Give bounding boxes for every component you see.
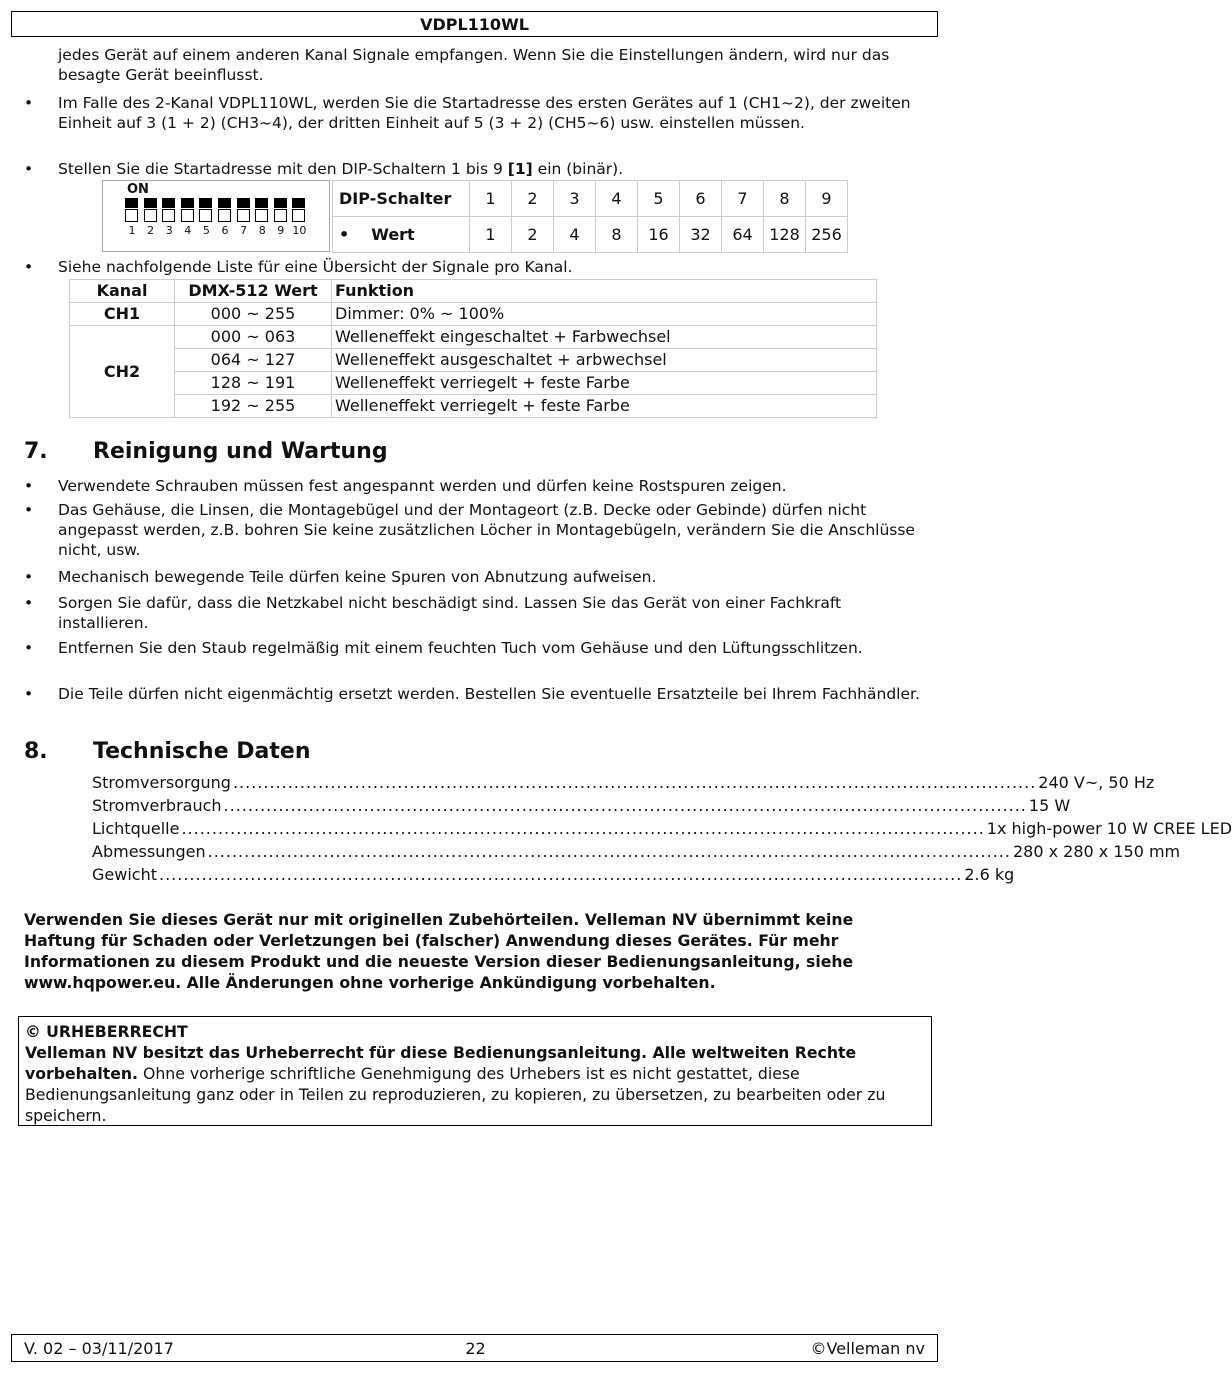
table-cell: 3	[554, 181, 596, 217]
spec-row	[92, 840, 1181, 862]
list-item-text: Das Gehäuse, die Linsen, die Montagebügel und der Montageort (z.B. Decke oder Gebinde) dürfen nicht angepasst werden, z.B. bohren Sie keine zusätzlichen Löcher in Montagebügeln, verändern Sie die Anschlüsse nicht, usw.	[58, 501, 915, 559]
copyright-box	[18, 1016, 932, 1126]
dip-switch-number: 4	[184, 224, 192, 237]
table-cell: 256	[806, 217, 848, 253]
header-title: VDPL110WL	[420, 15, 529, 34]
page-footer	[11, 1334, 938, 1362]
dip-switch	[255, 198, 268, 222]
table-cell: Welleneffekt eingeschaltet + Farbwechsel	[332, 326, 877, 349]
dip-switch-number: 2	[147, 224, 155, 237]
channel-table	[69, 279, 877, 418]
table-cell: CH2	[70, 326, 175, 418]
list-item-text: Verwendete Schrauben müssen fest angespannt werden und dürfen keine Rostspuren zeigen.	[58, 477, 787, 495]
spec-value: 240 V~, 50 Hz	[1038, 773, 1155, 792]
table-cell: 1	[470, 181, 512, 217]
table-row	[70, 372, 877, 395]
bullet-icon: •	[24, 94, 34, 112]
table-cell: 4	[596, 181, 638, 217]
dip-switch	[199, 198, 212, 222]
spec-label: Stromverbrauch	[92, 796, 222, 815]
table-cell: 2	[512, 181, 554, 217]
footer-brand: ©Velleman nv	[810, 1339, 925, 1358]
spec-label: Stromversorgung	[92, 773, 231, 792]
dot-leader: ....................................................................................................................................	[158, 865, 963, 884]
table-cell: CH1	[70, 303, 175, 326]
table-row	[70, 395, 877, 418]
table-cell: 6	[680, 181, 722, 217]
spec-row	[92, 817, 1232, 839]
table-cell: 128	[764, 217, 806, 253]
spec-label: Lichtquelle	[92, 819, 180, 838]
list-item-text: Entfernen Sie den Staub regelmäßig mit einem feuchten Tuch vom Gehäuse und den Lüftungsschlitzen.	[58, 639, 863, 657]
dip-switch	[218, 198, 231, 222]
section-title: Technische Daten	[93, 739, 311, 764]
dip-switch-number: 9	[277, 224, 285, 237]
copyright-bold-text: Velleman NV besitzt das Urheberrecht für diese Bedienungsanleitung. Alle weltweiten Rechte vorbehalten.	[25, 1043, 857, 1083]
figure-ref: [1]	[507, 160, 533, 178]
table-row	[70, 349, 877, 372]
table-cell: 1	[470, 217, 512, 253]
list-item-text: Die Teile dürfen nicht eigenmächtig ersetzt werden. Bestellen Sie eventuelle Ersatzteile bei Ihrem Fachhändler.	[58, 685, 920, 703]
table-cell: 064 ~ 127	[175, 349, 332, 372]
table-cell: Welleneffekt verriegelt + feste Farbe	[332, 372, 877, 395]
column-header: DMX-512 Wert	[175, 280, 332, 303]
bullet-icon: •	[24, 501, 34, 519]
column-header: Kanal	[70, 280, 175, 303]
dot-leader: ....................................................................................................................................	[181, 819, 985, 838]
table-cell: 000 ~ 063	[175, 326, 332, 349]
copyright-body	[25, 1042, 925, 1126]
column-header: Funktion	[332, 280, 877, 303]
table-cell: 4	[554, 217, 596, 253]
dip-on-label: ON	[127, 182, 149, 197]
dip-switch-number: 8	[258, 224, 266, 237]
dip-switch	[237, 198, 250, 222]
table-header-row	[70, 280, 877, 303]
dip-switch	[292, 198, 305, 222]
bullet-icon: •	[24, 594, 34, 612]
dot-leader: ....................................................................................................................................	[207, 842, 1011, 861]
list-item-text: Im Falle des 2-Kanal VDPL110WL, werden Sie die Startadresse des ersten Gerätes auf 1 (CH1~2), der zweiten Einheit auf 3 (1 + 2) (CH3~4), der dritten Einheit auf 5 (3 + 2) (CH5~6) usw. einstellen müssen.	[58, 94, 911, 132]
dip-switch	[125, 198, 138, 222]
spec-row	[92, 794, 1071, 816]
list-item-text: Mechanisch bewegende Teile dürfen keine Spuren von Abnutzung aufweisen.	[58, 568, 657, 586]
table-row	[333, 181, 848, 217]
list-item-text: Siehe nachfolgende Liste für eine Übersicht der Signale pro Kanal.	[58, 258, 573, 276]
copyright-text: Ohne vorherige schriftliche Genehmigung des Urhebers ist es nicht gestattet, diese Bedienungsanleitung ganz oder in Teilen zu reproduzieren, zu kopieren, zu übersetzen, zu bearbeiten oder zu speichern.	[25, 1064, 886, 1125]
spec-row	[92, 863, 1015, 885]
section-number: 7.	[24, 439, 48, 464]
intro-continuation: jedes Gerät auf einem anderen Kanal Signale empfangen. Wenn Sie die Einstellungen ändern, wird nur das besagte Gerät beeinflusst.	[58, 46, 890, 84]
table-cell: Dimmer: 0% ~ 100%	[332, 303, 877, 326]
table-cell: Welleneffekt ausgeschaltet + arbwechsel	[332, 349, 877, 372]
spec-value: 15 W	[1028, 796, 1071, 815]
dip-switch	[181, 198, 194, 222]
dot-leader: ....................................................................................................................................	[223, 796, 1027, 815]
bullet-icon: •	[24, 258, 34, 276]
table-cell: Welleneffekt verriegelt + feste Farbe	[332, 395, 877, 418]
bullet-icon: •	[24, 685, 34, 703]
table-cell: 9	[806, 181, 848, 217]
dip-switch-number: 10	[292, 224, 307, 237]
table-cell: 5	[638, 181, 680, 217]
dip-switch-number: 7	[240, 224, 248, 237]
spec-label: Gewicht	[92, 865, 157, 884]
dip-switch	[144, 198, 157, 222]
dip-table	[332, 180, 848, 253]
list-item-text	[58, 159, 928, 179]
table-cell: 000 ~ 255	[175, 303, 332, 326]
dip-switch-number: 3	[165, 224, 173, 237]
page-header	[11, 11, 938, 37]
wert-label: Wert	[371, 224, 415, 244]
dip-switch	[162, 198, 175, 222]
table-row	[70, 326, 877, 349]
spec-label: Abmessungen	[92, 842, 206, 861]
section-number: 8.	[24, 739, 48, 764]
table-cell: 16	[638, 217, 680, 253]
version-date: V. 02 – 03/11/2017	[24, 1339, 174, 1358]
table-cell: 128 ~ 191	[175, 372, 332, 395]
dip-switch-number: 6	[221, 224, 229, 237]
table-cell: 8	[596, 217, 638, 253]
table-cell: 7	[722, 181, 764, 217]
dip-row-label	[333, 217, 470, 253]
dot-leader: ....................................................................................................................................	[232, 773, 1037, 792]
bullet-icon: •	[24, 639, 34, 657]
bullet-text-part: Stellen Sie die Startadresse mit den DIP-Schaltern 1 bis 9	[58, 160, 508, 178]
bullet-icon: •	[339, 224, 350, 244]
section-title: Reinigung und Wartung	[93, 439, 388, 464]
bullet-text-suffix: ein (binär).	[532, 160, 624, 178]
dip-switch	[274, 198, 287, 222]
table-cell: 2	[512, 217, 554, 253]
table-cell: 64	[722, 217, 764, 253]
table-row	[333, 217, 848, 253]
list-item-text: Sorgen Sie dafür, dass die Netzkabel nicht beschädigt sind. Lassen Sie das Gerät von einer Fachkraft installieren.	[58, 594, 842, 632]
dip-switch-number: 5	[202, 224, 210, 237]
table-row	[70, 303, 877, 326]
dip-switch-image	[102, 180, 330, 252]
dip-row-label: DIP-Schalter	[333, 181, 470, 217]
spec-value: 2.6 kg	[964, 865, 1015, 884]
bullet-icon: •	[24, 568, 34, 586]
bullet-icon: •	[24, 477, 34, 495]
dip-switch-number: 1	[128, 224, 136, 237]
bullet-icon: •	[24, 160, 34, 178]
spec-value: 280 x 280 x 150 mm	[1012, 842, 1181, 861]
spec-value: 1x high-power 10 W CREE LED	[986, 819, 1232, 838]
copyright-title: © URHEBERRECHT	[25, 1022, 188, 1041]
page-number: 22	[465, 1339, 486, 1358]
copyright-content	[25, 1021, 925, 1126]
table-cell: 32	[680, 217, 722, 253]
table-cell: 8	[764, 181, 806, 217]
dip-switch-figure	[102, 180, 850, 252]
spec-row	[92, 771, 1155, 793]
table-cell: 192 ~ 255	[175, 395, 332, 418]
usage-notice: Verwenden Sie dieses Gerät nur mit originellen Zubehörteilen. Velleman NV übernimmt keine Haftung für Schaden oder Verletzungen bei (falscher) Anwendung dieses Gerätes. Für mehr Informationen zu diesem Produkt und die neueste Version dieser Bedienungsanleitung, siehe www.hqpower.eu. Alle Änderungen ohne vorherige Ankündigung vorbehalten.	[24, 910, 854, 992]
